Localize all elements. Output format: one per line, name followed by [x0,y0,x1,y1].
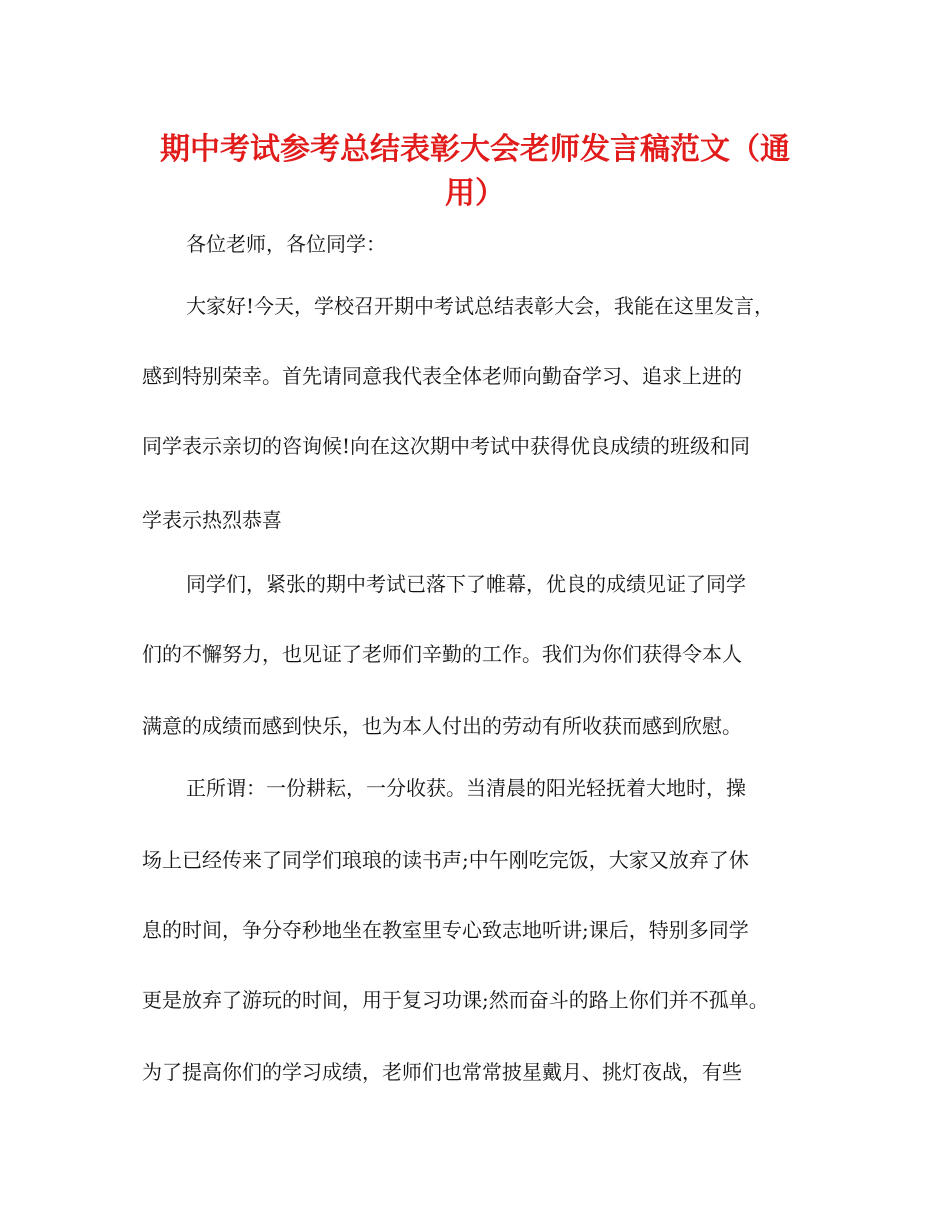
paragraph-line: 同学表示亲切的咨询候!向在这次期中考试中获得优良成绩的班级和同 [142,434,751,458]
paragraph-line: 正所谓：一份耕耘，一分收获。当清晨的阳光轻抚着大地时，操 [186,776,746,800]
paragraph-line: 感到特别荣幸。首先请同意我代表全体老师向勤奋学习、追求上进的 [142,364,742,388]
document-title-line-1: 期中考试参考总结表彰大会老师发言稿范文（通 [160,132,790,167]
paragraph-line: 大家好!今天，学校召开期中考试总结表彰大会，我能在这里发言， [186,294,775,318]
salutation: 各位老师，各位同学： [186,232,386,256]
paragraph-line: 满意的成绩而感到快乐，也为本人付出的劳动有所收获而感到欣慰。 [142,714,742,738]
document-title-line-2: 用） [445,176,505,211]
paragraph-line: 学表示热烈恭喜 [142,508,282,532]
paragraph-line: 们的不懈努力，也见证了老师们辛勤的工作。我们为你们获得令本人 [142,642,742,666]
paragraph-line: 息的时间，争分夺秒地坐在教室里专心致志地听讲;课后，特别多同学 [142,918,749,942]
paragraph-line: 更是放弃了游玩的时间，用于复习功课;然而奋斗的路上你们并不孤单。 [142,988,769,1012]
paragraph-line: 场上已经传来了同学们琅琅的读书声;中午刚吃完饭，大家又放弃了休 [142,848,749,872]
paragraph-line: 同学们，紧张的期中考试已落下了帷幕，优良的成绩见证了同学 [186,572,746,596]
paragraph-line: 为了提高你们的学习成绩，老师们也常常披星戴月、挑灯夜战，有些 [142,1060,742,1084]
